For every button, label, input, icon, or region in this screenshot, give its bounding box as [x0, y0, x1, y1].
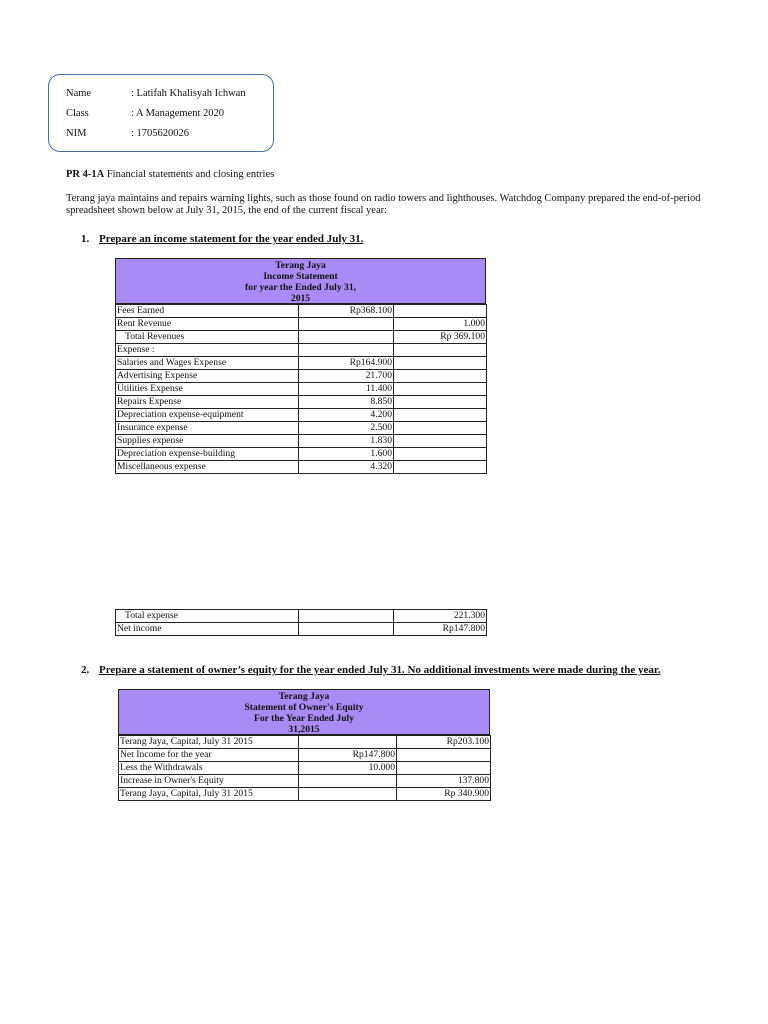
row-total — [394, 396, 487, 409]
row-total — [394, 383, 487, 396]
problem-title-text: Financial statements and closing entries — [104, 169, 275, 180]
income-statement-totals-table — [115, 609, 487, 636]
row-total: Rp203.100 — [397, 736, 491, 749]
table-row — [119, 749, 491, 762]
student-info-box — [48, 74, 274, 152]
row-total — [397, 749, 491, 762]
question-2-text: Prepare a statement of owner’s equity for the year ended July 31. No additional investments were made during the year. — [99, 664, 661, 676]
row-label: Total Revenues — [116, 331, 299, 344]
row-amount: 10.000 — [299, 762, 397, 775]
table-row — [116, 357, 487, 370]
row-amount — [299, 331, 394, 344]
name-value: : Latifah Khalisyah Ichwan — [131, 88, 246, 99]
table-row — [119, 788, 491, 801]
table-row — [116, 623, 487, 636]
row-label: Advertising Expense — [116, 370, 299, 383]
income-statement-company: Terang Jaya — [275, 260, 326, 271]
row-amount: 4.200 — [299, 409, 394, 422]
class-value: : A Management 2020 — [131, 108, 225, 119]
row-label: Utilities Expense — [116, 383, 299, 396]
row-amount: Rp164.900 — [299, 357, 394, 370]
row-amount — [299, 775, 397, 788]
table-row — [116, 383, 487, 396]
row-amount: Rp368.100 — [299, 305, 394, 318]
row-amount: 11.400 — [299, 383, 394, 396]
row-label: Terang Jaya, Capital, July 31 2015 — [119, 736, 299, 749]
question-1-number: 1. — [81, 233, 90, 245]
row-total: 1.000 — [394, 318, 487, 331]
row-label: Salaries and Wages Expense — [116, 357, 299, 370]
row-label: Insurance expense — [116, 422, 299, 435]
row-amount — [299, 623, 394, 636]
table-row — [116, 318, 487, 331]
row-amount — [299, 318, 394, 331]
row-total — [394, 435, 487, 448]
row-total — [394, 448, 487, 461]
income-statement-table — [115, 304, 487, 474]
table-row — [116, 396, 487, 409]
row-total — [394, 461, 487, 474]
row-total — [394, 409, 487, 422]
nim-row — [66, 128, 190, 139]
owners-equity-period: For the Year Ended July — [253, 713, 355, 724]
table-row — [116, 448, 487, 461]
row-label: Fees Earned — [116, 305, 299, 318]
table-row — [119, 775, 491, 788]
row-total: Rp147.800 — [394, 623, 487, 636]
table-row — [116, 422, 487, 435]
question-1-heading — [81, 233, 363, 245]
class-row — [66, 108, 225, 119]
row-total — [394, 344, 487, 357]
owners-equity-company: Terang Jaya — [278, 691, 330, 702]
row-total — [397, 762, 491, 775]
row-total: 137.800 — [397, 775, 491, 788]
row-total: 221.300 — [394, 610, 487, 623]
nim-value: : 1705620026 — [131, 128, 190, 139]
table-row — [116, 344, 487, 357]
row-amount: Rp147.800 — [299, 749, 397, 762]
row-amount: 4.320 — [299, 461, 394, 474]
table-row — [116, 461, 487, 474]
question-2-heading — [81, 664, 660, 676]
table-row — [116, 409, 487, 422]
row-total: Rp 340.900 — [397, 788, 491, 801]
owners-equity-title: Statement of Owner's Equity — [244, 702, 364, 713]
question-2-number: 2. — [81, 664, 90, 676]
owners-equity-header — [118, 689, 490, 735]
row-total — [394, 305, 487, 318]
row-amount: 2.500 — [299, 422, 394, 435]
problem-code: PR 4-1A — [66, 169, 105, 180]
table-row — [116, 435, 487, 448]
row-label: Total expense — [116, 610, 299, 623]
income-statement-year: 2015 — [290, 293, 311, 304]
row-label: Supplies expense — [116, 435, 299, 448]
row-amount — [299, 788, 397, 801]
row-label: Net Income for the year — [119, 749, 299, 762]
row-total — [394, 370, 487, 383]
row-total — [394, 357, 487, 370]
row-amount: 1.600 — [299, 448, 394, 461]
table-row — [116, 305, 487, 318]
row-total: Rp 369.100 — [394, 331, 487, 344]
row-label: Net income — [116, 623, 299, 636]
class-label: Class — [66, 108, 89, 119]
row-label: Expense : — [116, 344, 299, 357]
row-amount: 21.700 — [299, 370, 394, 383]
problem-title — [66, 169, 274, 180]
row-label: Less the Withdrawals — [119, 762, 299, 775]
row-amount — [299, 610, 394, 623]
row-label: Miscellaneous expense — [116, 461, 299, 474]
income-statement-header — [115, 258, 486, 304]
problem-intro: Terang jaya maintains and repairs warning lights, such as those found on radio towers and lighthouses. Watchdog Company prepared the end-of-period spreadsheet shown below at July 31, 2015, the end of the current fiscal year: — [66, 193, 701, 216]
owners-equity-table — [118, 735, 491, 801]
row-label: Depreciation expense-equipment — [116, 409, 299, 422]
question-1-text: Prepare an income statement for the year ended July 31. — [99, 233, 364, 245]
row-label: Depreciation expense-building — [116, 448, 299, 461]
table-row — [119, 736, 491, 749]
income-statement-period: for year the Ended July 31, — [244, 282, 357, 293]
row-label: Increase in Owner's Equity — [119, 775, 299, 788]
row-total — [394, 422, 487, 435]
row-label: Terang Jaya, Capital, July 31 2015 — [119, 788, 299, 801]
table-row — [116, 331, 487, 344]
table-row — [116, 370, 487, 383]
row-label: Repairs Expense — [116, 396, 299, 409]
nim-label: NIM — [66, 128, 87, 139]
row-amount — [299, 736, 397, 749]
name-label: Name — [66, 88, 92, 99]
name-row — [66, 88, 246, 99]
row-label: Rent Revenue — [116, 318, 299, 331]
row-amount — [299, 344, 394, 357]
table-row — [119, 762, 491, 775]
owners-equity-year: 31,2015 — [288, 724, 320, 735]
row-amount: 1.830 — [299, 435, 394, 448]
row-amount: 8.850 — [299, 396, 394, 409]
table-row — [116, 610, 487, 623]
income-statement-title: Income Statement — [263, 271, 338, 282]
